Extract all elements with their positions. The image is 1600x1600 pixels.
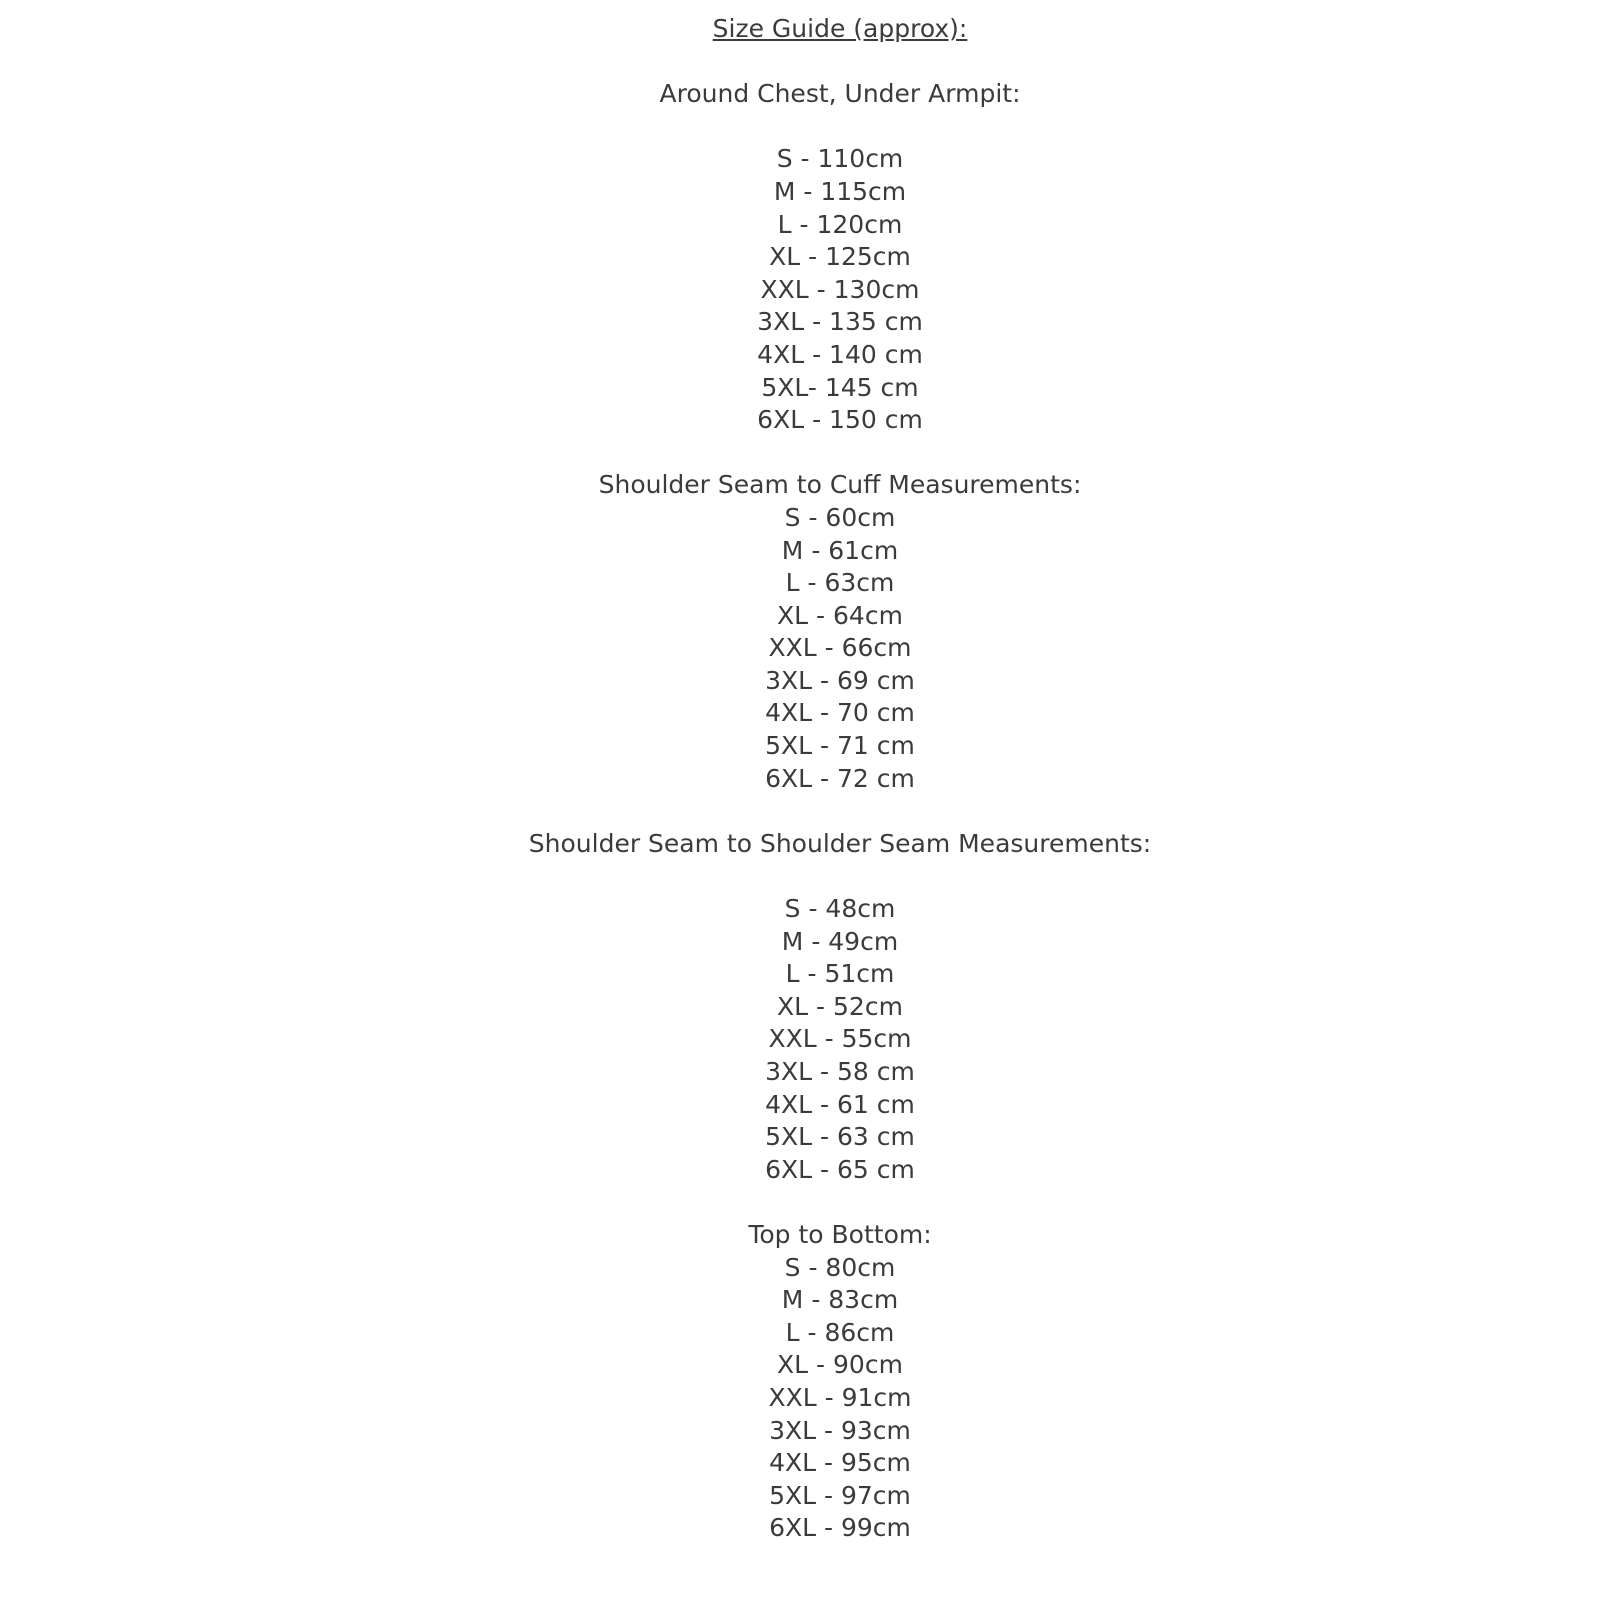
size-row: L - 86cm [785,1317,895,1347]
size-row: XL - 64cm [777,600,903,630]
size-row: 4XL - 140 cm [757,339,923,369]
section-heading: Shoulder Seam to Cuff Measurements: [598,470,1082,500]
size-row: XXL - 130cm [760,274,920,304]
size-row: XXL - 91cm [768,1382,912,1412]
size-guide-section [80,828,1600,1187]
page-title: Size Guide (approx): [712,14,968,43]
size-row: M - 83cm [781,1285,899,1315]
size-row: S - 48cm [784,894,896,924]
blank-line [80,111,1600,144]
size-row: 3XL - 135 cm [757,307,923,337]
size-row: S - 60cm [784,502,896,532]
size-row: S - 80cm [784,1252,896,1282]
blank-line [80,860,1600,893]
size-row: 5XL - 97cm [769,1480,911,1510]
section-heading: Top to Bottom: [748,1219,932,1249]
size-row: 4XL - 70 cm [765,698,915,728]
size-row: L - 120cm [777,209,903,239]
size-row: 6XL - 72 cm [765,763,915,793]
size-row: S - 110cm [776,144,904,174]
blank-line [80,1186,1600,1219]
section-heading: Around Chest, Under Armpit: [659,79,1021,109]
size-row: XL - 52cm [777,991,903,1021]
blank-line [80,46,1600,79]
size-row: M - 49cm [781,926,899,956]
size-row: 6XL - 65 cm [765,1154,915,1184]
size-row: 4XL - 95cm [769,1448,911,1478]
size-row: 3XL - 93cm [769,1415,911,1445]
blank-line [80,437,1600,470]
size-row: 4XL - 61 cm [765,1089,915,1119]
size-row: XXL - 66cm [768,633,912,663]
size-row: L - 63cm [785,568,895,598]
size-guide-section [80,469,1600,795]
size-row: M - 115cm [773,176,907,206]
size-row: 5XL - 63 cm [765,1122,915,1152]
size-row: XL - 90cm [777,1350,903,1380]
blank-line [80,795,1600,828]
size-row: 5XL - 71 cm [765,731,915,761]
size-guide-sections [80,78,1600,1545]
size-row: 3XL - 58 cm [765,1057,915,1086]
size-row: L - 51cm [785,959,895,989]
size-row: M - 61cm [781,535,899,565]
size-row: XXL - 55cm [768,1024,912,1054]
size-row: 3XL - 69 cm [765,665,915,695]
size-row: XL - 125cm [769,242,911,272]
section-heading: Shoulder Seam to Shoulder Seam Measurements: [528,828,1152,858]
size-guide-section [80,78,1600,437]
size-row: 6XL - 99cm [769,1513,911,1543]
size-row: 6XL - 150 cm [757,405,923,435]
size-guide-section [80,1219,1600,1545]
size-row: 5XL- 145 cm [761,372,919,402]
